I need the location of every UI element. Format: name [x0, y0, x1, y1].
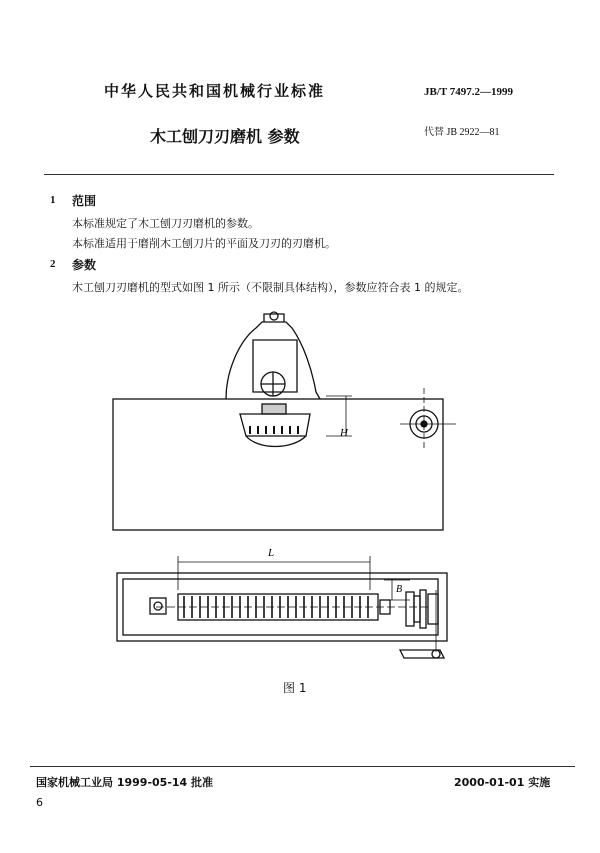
footer-divider	[30, 766, 575, 767]
standard-number: JB/T 7497.2—1999	[424, 86, 514, 98]
replaces-standard: 代替 JB 2922—81	[424, 127, 500, 138]
figure-caption: 图 1	[283, 681, 307, 695]
height-label: H	[340, 427, 348, 439]
front-view-base	[113, 399, 443, 530]
document-title: 木工刨刀刃磨机 参数	[150, 127, 300, 146]
section-1-number: 1	[50, 194, 56, 206]
section-2-paragraph-1: 木工刨刀刃磨机的型式如图 1 所示（不限制具体结构），参数应符合表 1 的规定。	[72, 281, 469, 294]
width-label: B	[396, 584, 403, 595]
section-1-paragraph-1: 本标准规定了木工刨刀刃磨机的参数。	[72, 217, 259, 230]
section-1-paragraph-2: 本标准适用于磨削木工刨刀片的平面及刀刃的刃磨机。	[72, 237, 336, 250]
length-label: L	[268, 547, 275, 559]
section-2-number: 2	[50, 258, 56, 270]
issuer-approval: 国家机械工业局 1999-05-14 批准	[36, 776, 214, 789]
figure-1-drawing	[0, 300, 600, 670]
section-2-heading: 参数	[72, 258, 97, 272]
organization-header: 中华人民共和国机械行业标准	[104, 82, 326, 100]
page-number: 6	[36, 796, 43, 809]
implementation-date: 2000-01-01 实施	[454, 776, 551, 789]
header-divider	[44, 174, 554, 175]
section-1-heading: 范围	[72, 194, 97, 208]
